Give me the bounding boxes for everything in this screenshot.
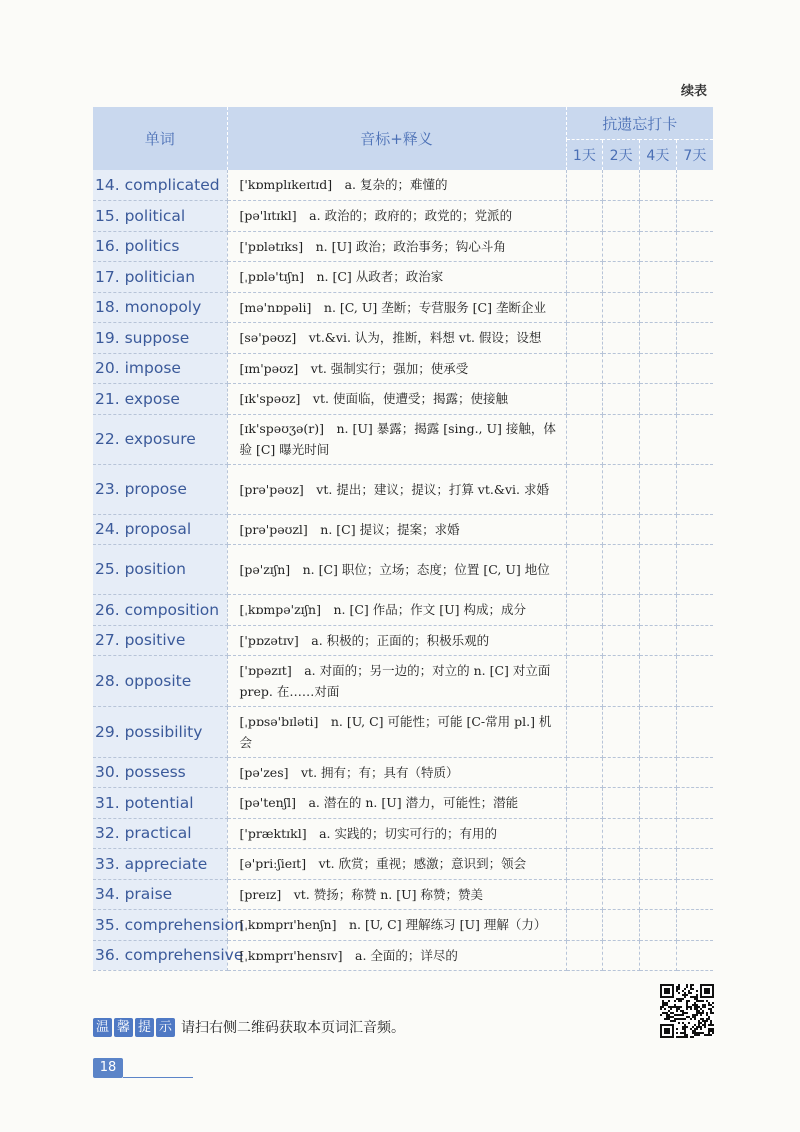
review-checkbox-cell[interactable] — [676, 757, 713, 787]
review-checkbox-cell[interactable] — [640, 655, 677, 706]
review-checkbox-cell[interactable] — [566, 514, 603, 544]
header-day-2: 2天 — [603, 140, 640, 171]
word-number: 30. — [95, 763, 120, 781]
word-number: 22. — [95, 430, 120, 448]
vocab-word-cell — [93, 414, 227, 464]
review-checkbox-cell[interactable] — [566, 383, 603, 414]
table-row — [93, 231, 713, 261]
review-checkbox-cell[interactable] — [603, 383, 640, 414]
review-checkbox-cell[interactable] — [566, 818, 603, 848]
review-checkbox-cell[interactable] — [640, 848, 677, 879]
review-checkbox-cell[interactable] — [676, 544, 713, 594]
review-checkbox-cell[interactable] — [566, 594, 603, 625]
vocab-word-cell — [93, 940, 244, 970]
vocabulary-rows — [93, 170, 713, 970]
review-checkbox-cell[interactable] — [640, 706, 677, 757]
vocab-word: possibility — [124, 722, 203, 741]
word-number: 24. — [95, 520, 120, 538]
vocab-word-cell — [93, 544, 227, 594]
word-number: 20. — [95, 359, 120, 377]
review-checkbox-cell[interactable] — [640, 200, 677, 231]
vocab-definition: [prə'pəʊz] vt. 提出；建议；提议；打算 vt.&vi. 求婚 — [227, 464, 566, 514]
review-checkbox-cell[interactable] — [640, 625, 677, 655]
tip-badge: 示 — [156, 1018, 175, 1037]
review-checkbox-cell[interactable] — [566, 322, 603, 353]
vocab-word: impose — [124, 359, 181, 377]
vocab-word: complicated — [124, 175, 220, 194]
table-row — [93, 706, 713, 757]
table-row — [93, 787, 713, 818]
table-row — [93, 940, 713, 970]
word-number: 29. — [95, 722, 120, 741]
review-checkbox-cell[interactable] — [640, 818, 677, 848]
review-checkbox-cell[interactable] — [640, 594, 677, 625]
review-checkbox-cell[interactable] — [676, 464, 713, 514]
vocab-definition: ['præktɪkl] a. 实践的；切实可行的；有用的 — [227, 818, 566, 848]
vocab-definition: [mə'nɒpəli] n. [C, U] 垄断；专营服务 [C] 垄断企业 — [227, 292, 566, 322]
page-number: 18 — [93, 1058, 123, 1078]
word-number: 31. — [95, 793, 120, 812]
review-checkbox-cell[interactable] — [640, 544, 677, 594]
word-number: 25. — [95, 560, 120, 578]
word-number: 26. — [95, 600, 120, 619]
vocab-word: monopoly — [124, 298, 202, 316]
continuation-label: 续表 — [680, 84, 707, 99]
vocab-word-cell — [93, 757, 227, 787]
vocab-word-cell — [93, 706, 227, 757]
table-row — [93, 414, 713, 464]
review-checkbox-cell[interactable] — [603, 879, 640, 909]
word-number: 32. — [95, 824, 120, 842]
vocab-definition: [prə'pəʊzl] n. [C] 提议；提案；求婚 — [227, 514, 566, 544]
review-checkbox-cell[interactable] — [566, 464, 603, 514]
review-checkbox-cell[interactable] — [566, 231, 603, 261]
vocab-definition: [ə'priːʃieɪt] vt. 欣赏；重视；感激；意识到；领会 — [227, 848, 566, 879]
vocab-word-cell — [93, 383, 227, 414]
review-checkbox-cell[interactable] — [676, 200, 713, 231]
review-checkbox-cell[interactable] — [676, 414, 713, 464]
vocab-definition: ['pɒlətɪks] n. [U] 政治；政治事务；钩心斗角 — [227, 231, 566, 261]
review-checkbox-cell[interactable] — [603, 818, 640, 848]
vocab-word-cell — [93, 464, 227, 514]
review-checkbox-cell[interactable] — [566, 544, 603, 594]
vocab-definition: [sə'pəʊz] vt.&vi. 认为，推断，料想 vt. 假设；设想 — [227, 322, 566, 353]
word-number: 15. — [95, 206, 120, 225]
vocab-word: comprehension — [124, 915, 244, 934]
table-row — [93, 818, 713, 848]
word-number: 28. — [95, 671, 120, 690]
review-checkbox-cell[interactable] — [603, 514, 640, 544]
word-number: 34. — [95, 885, 120, 903]
vocab-word-cell — [93, 818, 227, 848]
vocab-word-cell — [93, 848, 227, 879]
review-checkbox-cell[interactable] — [603, 594, 640, 625]
review-checkbox-cell[interactable] — [640, 787, 677, 818]
review-checkbox-cell[interactable] — [566, 940, 603, 970]
table-row — [93, 514, 713, 544]
review-checkbox-cell[interactable] — [676, 879, 713, 909]
review-checkbox-cell[interactable] — [603, 322, 640, 353]
tip-banner — [93, 1015, 405, 1039]
vocab-word: practical — [124, 824, 192, 842]
review-checkbox-cell[interactable] — [603, 261, 640, 292]
review-checkbox-cell[interactable] — [566, 757, 603, 787]
review-checkbox-cell[interactable] — [566, 292, 603, 322]
header-review-tracking: 抗遗忘打卡 — [566, 107, 713, 140]
vocab-word: exposure — [124, 430, 196, 448]
review-checkbox-cell[interactable] — [566, 848, 603, 879]
table-row — [93, 200, 713, 231]
vocab-definition: [ɪm'pəʊz] vt. 强制实行；强加；使承受 — [227, 353, 566, 383]
table-row — [93, 594, 713, 625]
vocab-word: potential — [124, 793, 194, 812]
vocab-word: opposite — [124, 671, 192, 690]
review-checkbox-cell[interactable] — [676, 848, 713, 879]
vocab-word: politics — [124, 237, 180, 255]
word-number: 27. — [95, 631, 120, 649]
header-day-1: 1天 — [566, 140, 603, 171]
vocab-definition: [pə'zes] vt. 拥有；有；具有（特质） — [227, 757, 566, 787]
review-checkbox-cell[interactable] — [676, 594, 713, 625]
review-checkbox-cell[interactable] — [640, 464, 677, 514]
table-row — [93, 757, 713, 787]
header-definition: 音标+释义 — [227, 107, 566, 170]
vocab-definition: ['pɒzətɪv] a. 积极的；正面的；积极乐观的 — [227, 625, 566, 655]
review-checkbox-cell[interactable] — [676, 322, 713, 353]
review-checkbox-cell[interactable] — [566, 787, 603, 818]
review-checkbox-cell[interactable] — [640, 909, 677, 940]
review-checkbox-cell[interactable] — [676, 170, 713, 200]
tip-badge: 温 — [93, 1018, 112, 1037]
vocab-word-cell — [93, 594, 227, 625]
page-number-underline — [123, 1077, 193, 1078]
vocab-word: positive — [124, 631, 186, 649]
table-row — [93, 261, 713, 292]
review-checkbox-cell[interactable] — [603, 292, 640, 322]
header-day-4: 4天 — [640, 140, 677, 171]
review-checkbox-cell[interactable] — [603, 848, 640, 879]
vocab-word: possess — [124, 763, 186, 781]
vocab-word: proposal — [124, 520, 192, 538]
review-checkbox-cell[interactable] — [640, 414, 677, 464]
vocab-word-cell — [93, 909, 244, 940]
tip-text: 请扫右侧二维码获取本页词汇音频。 — [181, 1020, 405, 1036]
review-checkbox-cell[interactable] — [566, 261, 603, 292]
vocab-definition: [ɪk'spəʊʒə(r)] n. [U] 暴露；揭露 [sing., U] 接触，体验 [C] 曝光时间 — [227, 414, 566, 464]
table-row — [93, 909, 713, 940]
review-checkbox-cell[interactable] — [676, 909, 713, 940]
review-checkbox-cell[interactable] — [566, 909, 603, 940]
vocab-definition: [preɪz] vt. 赞扬；称赞 n. [U] 称赞；赞美 — [227, 879, 566, 909]
vocab-word-cell — [93, 655, 227, 706]
word-number: 36. — [95, 946, 120, 964]
vocab-definition: [pə'zɪʃn] n. [C] 职位；立场；态度；位置 [C, U] 地位 — [227, 544, 566, 594]
table-row — [93, 625, 713, 655]
review-checkbox-cell[interactable] — [603, 706, 640, 757]
vocab-definition: ['ɒpəzɪt] a. 对面的；另一边的；对立的 n. [C] 对立面 prep. 在……对面 — [227, 655, 566, 706]
vocab-word-cell — [93, 200, 227, 231]
review-checkbox-cell[interactable] — [640, 170, 677, 200]
table-row — [93, 170, 713, 200]
review-checkbox-cell[interactable] — [566, 879, 603, 909]
review-checkbox-cell[interactable] — [640, 514, 677, 544]
table-row — [93, 464, 713, 514]
tip-badge: 提 — [135, 1018, 154, 1037]
vocab-definition: [ˌkɒmpə'zɪʃn] n. [C] 作品；作文 [U] 构成；成分 — [227, 594, 566, 625]
review-checkbox-cell[interactable] — [640, 322, 677, 353]
vocab-word: position — [124, 560, 186, 578]
vocab-word-cell — [93, 261, 227, 292]
review-checkbox-cell[interactable] — [603, 353, 640, 383]
vocab-definition: [ˌpɒsə'bɪləti] n. [U, C] 可能性；可能 [C-常用 pl.] 机会 — [227, 706, 566, 757]
table-row — [93, 322, 713, 353]
vocab-word: praise — [124, 885, 173, 903]
tip-badges — [93, 1018, 175, 1037]
word-number: 18. — [95, 298, 120, 316]
vocab-word-cell — [93, 879, 227, 909]
word-number: 14. — [95, 175, 120, 194]
review-checkbox-cell[interactable] — [676, 787, 713, 818]
word-number: 23. — [95, 480, 120, 498]
review-checkbox-cell[interactable] — [603, 200, 640, 231]
vocab-word-cell — [93, 514, 227, 544]
word-number: 21. — [95, 389, 120, 408]
review-checkbox-cell[interactable] — [566, 353, 603, 383]
vocab-definition: [pə'lɪtɪkl] a. 政治的；政府的；政党的；党派的 — [227, 200, 566, 231]
review-checkbox-cell[interactable] — [640, 292, 677, 322]
header-word: 单词 — [93, 107, 227, 170]
vocab-word: expose — [124, 389, 180, 408]
review-checkbox-cell[interactable] — [640, 353, 677, 383]
review-checkbox-cell[interactable] — [566, 655, 603, 706]
word-number: 17. — [95, 267, 120, 286]
review-checkbox-cell[interactable] — [566, 414, 603, 464]
review-checkbox-cell[interactable] — [676, 940, 713, 970]
review-checkbox-cell[interactable] — [603, 757, 640, 787]
table-row — [93, 292, 713, 322]
vocab-word: comprehensive — [124, 946, 244, 964]
vocab-word-cell — [93, 292, 227, 322]
review-checkbox-cell[interactable] — [603, 544, 640, 594]
review-checkbox-cell[interactable] — [603, 170, 640, 200]
vocab-definition: [ˌkɒmprɪ'henʃn] n. [U, C] 理解练习 [U] 理解（力） — [227, 909, 566, 940]
vocab-definition: [ˌpɒlə'tɪʃn] n. [C] 从政者；政治家 — [227, 261, 566, 292]
review-checkbox-cell[interactable] — [676, 383, 713, 414]
word-number: 35. — [95, 915, 120, 934]
review-checkbox-cell[interactable] — [603, 231, 640, 261]
table-row — [93, 848, 713, 879]
review-checkbox-cell[interactable] — [640, 757, 677, 787]
review-checkbox-cell[interactable] — [603, 464, 640, 514]
review-checkbox-cell[interactable] — [676, 292, 713, 322]
header-day-7: 7天 — [676, 140, 713, 171]
table-row — [93, 353, 713, 383]
review-checkbox-cell[interactable] — [566, 170, 603, 200]
word-number: 33. — [95, 854, 120, 873]
table-row — [93, 544, 713, 594]
review-checkbox-cell[interactable] — [566, 706, 603, 757]
vocab-definition: [ˌkɒmprɪ'hensɪv] a. 全面的；详尽的 — [227, 940, 566, 970]
review-checkbox-cell[interactable] — [603, 787, 640, 818]
vocab-word-cell — [93, 170, 227, 200]
review-checkbox-cell[interactable] — [676, 353, 713, 383]
review-checkbox-cell[interactable] — [603, 655, 640, 706]
vocab-word: politician — [124, 267, 196, 286]
review-checkbox-cell[interactable] — [640, 261, 677, 292]
review-checkbox-cell[interactable] — [603, 940, 640, 970]
vocab-word: composition — [124, 600, 220, 619]
review-checkbox-cell[interactable] — [676, 625, 713, 655]
review-checkbox-cell[interactable] — [566, 200, 603, 231]
review-checkbox-cell[interactable] — [603, 909, 640, 940]
vocab-word-cell — [93, 231, 227, 261]
review-checkbox-cell[interactable] — [676, 655, 713, 706]
vocab-word: appreciate — [124, 854, 208, 873]
review-checkbox-cell[interactable] — [676, 706, 713, 757]
review-checkbox-cell[interactable] — [640, 383, 677, 414]
review-checkbox-cell[interactable] — [603, 625, 640, 655]
vocabulary-table — [93, 107, 713, 971]
review-checkbox-cell[interactable] — [676, 231, 713, 261]
table-row — [93, 655, 713, 706]
vocab-word: political — [124, 206, 186, 225]
tip-badge: 馨 — [114, 1018, 133, 1037]
vocab-word-cell — [93, 787, 227, 818]
vocab-word: propose — [124, 480, 187, 498]
vocab-word-cell — [93, 625, 227, 655]
review-checkbox-cell[interactable] — [676, 261, 713, 292]
review-checkbox-cell[interactable] — [640, 879, 677, 909]
table-row — [93, 383, 713, 414]
vocab-definition: [ɪk'spəʊz] vt. 使面临，使遭受；揭露；使接触 — [227, 383, 566, 414]
review-checkbox-cell[interactable] — [676, 514, 713, 544]
word-number: 16. — [95, 237, 120, 255]
review-checkbox-cell[interactable] — [603, 414, 640, 464]
review-checkbox-cell[interactable] — [566, 625, 603, 655]
vocab-definition: ['kɒmplɪkeɪtɪd] a. 复杂的；难懂的 — [227, 170, 566, 200]
review-checkbox-cell[interactable] — [640, 231, 677, 261]
review-checkbox-cell[interactable] — [676, 818, 713, 848]
table-row — [93, 879, 713, 909]
vocab-definition: [pə'tenʃl] a. 潜在的 n. [U] 潜力，可能性；潜能 — [227, 787, 566, 818]
word-number: 19. — [95, 328, 120, 347]
vocab-word-cell — [93, 322, 227, 353]
vocab-word-cell — [93, 353, 227, 383]
review-checkbox-cell[interactable] — [640, 940, 677, 970]
qr-code-icon[interactable] — [660, 984, 714, 1038]
vocab-word: suppose — [124, 328, 190, 347]
